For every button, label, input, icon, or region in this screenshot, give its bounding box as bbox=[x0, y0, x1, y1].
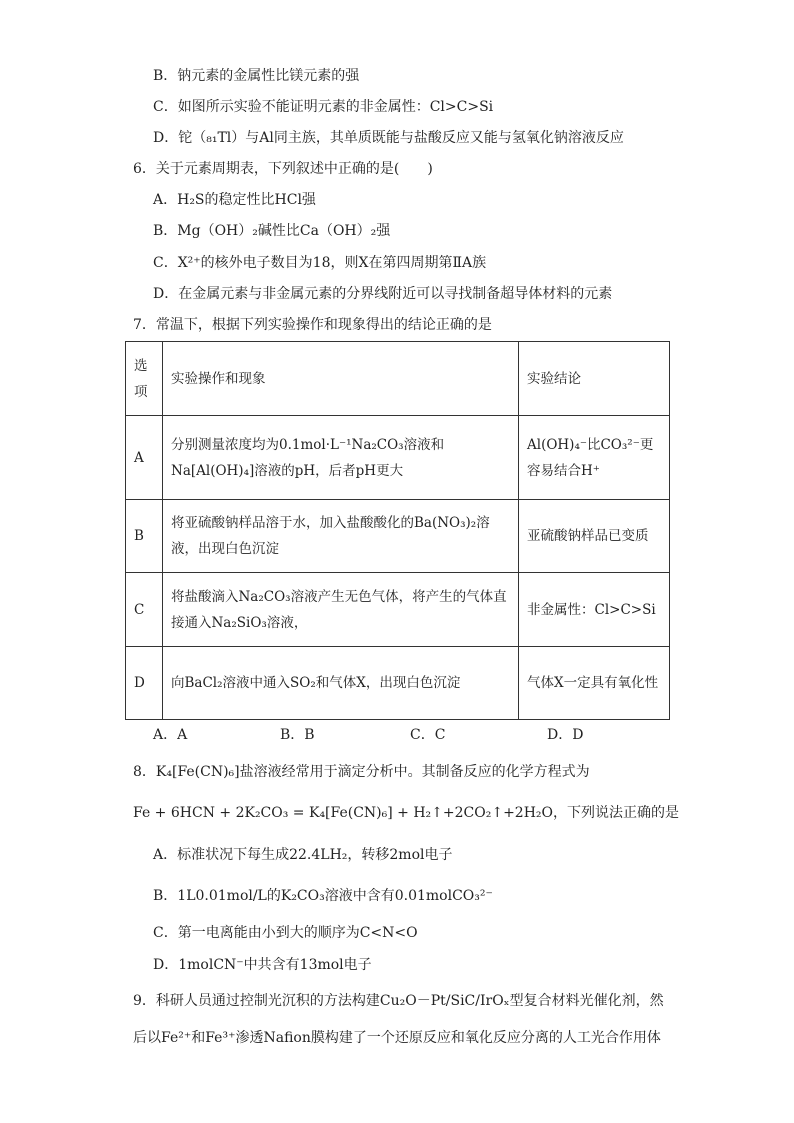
question-6-stem: 6．关于元素周期表，下列叙述中正确的是( ) bbox=[133, 161, 433, 177]
question-8-equation: Fe + 6HCN + 2K₂CO₃ = K₄[Fe(CN)₆] + H₂↑+2CO₂↑+2H₂O，下列说法正确的是 bbox=[133, 805, 679, 821]
header-option: 选项 bbox=[126, 342, 163, 416]
q8-option-a: A．标准状况下每生成22.4LH₂，转移2mol电子 bbox=[153, 847, 453, 863]
q7-answer-options bbox=[153, 725, 653, 745]
q6-option-c: C．X²⁺的核外电子数目为18，则X在第四周期第ⅡA族 bbox=[153, 255, 487, 271]
table-header-row bbox=[126, 342, 670, 416]
header-conclusion: 实验结论 bbox=[519, 342, 670, 416]
question-8-stem: 8．K₄[Fe(CN)₆]盐溶液经常用于滴定分析中。其制备反应的化学方程式为 bbox=[133, 764, 590, 780]
row-operation: 分别测量浓度均为0.1mol·L⁻¹Na₂CO₃溶液和Na[Al(OH)₄]溶液的pH，后者pH更大 bbox=[163, 416, 519, 500]
table-row bbox=[126, 416, 670, 500]
row-option: A bbox=[126, 416, 163, 500]
q7-answer-c: C．C bbox=[410, 727, 446, 743]
row-operation: 向BaCl₂溶液中通入SO₂和气体X，出现白色沉淀 bbox=[163, 647, 519, 720]
q6-option-b: B．Mg（OH）₂碱性比Ca（OH）₂强 bbox=[153, 223, 391, 239]
q6-option-d: D．在金属元素与非金属元素的分界线附近可以寻找制备超导体材料的元素 bbox=[153, 286, 613, 302]
q8-option-d: D．1molCN⁻中共含有13mol电子 bbox=[153, 957, 372, 973]
row-option: D bbox=[126, 647, 163, 720]
table-row bbox=[126, 573, 670, 647]
q7-answer-b: B．B bbox=[280, 727, 315, 743]
option-d-prev: D．铊（₈₁Tl）与Al同主族，其单质既能与盐酸反应又能与氢氧化钠溶液反应 bbox=[153, 130, 624, 146]
row-operation: 将盐酸滴入Na₂CO₃溶液产生无色气体，将产生的气体直接通入Na₂SiO₃溶液， bbox=[163, 573, 519, 647]
row-conclusion: 亚硫酸钠样品已变质 bbox=[519, 500, 670, 573]
row-conclusion: 非金属性：Cl>C>Si bbox=[519, 573, 670, 647]
row-option: C bbox=[126, 573, 163, 647]
question-9-line-2: 后以Fe²⁺和Fe³⁺渗透Nafion膜构建了一个还原反应和氧化反应分离的人工光合作用体 bbox=[133, 1030, 661, 1046]
question-7-stem: 7．常温下，根据下列实验操作和现象得出的结论正确的是 bbox=[133, 317, 492, 333]
q7-answer-a: A．A bbox=[153, 727, 188, 743]
q8-option-c: C．第一电离能由小到大的顺序为C<N<O bbox=[153, 925, 418, 941]
row-option: B bbox=[126, 500, 163, 573]
q6-option-a: A．H₂S的稳定性比HCl强 bbox=[153, 192, 316, 208]
experiment-table bbox=[125, 341, 670, 720]
q8-option-b: B．1L0.01mol/L的K₂CO₃溶液中含有0.01molCO₃²⁻ bbox=[153, 888, 493, 904]
header-operation: 实验操作和现象 bbox=[163, 342, 519, 416]
table-row bbox=[126, 500, 670, 573]
row-conclusion: Al(OH)₄⁻比CO₃²⁻更容易结合H⁺ bbox=[519, 416, 670, 500]
option-b-prev: B．钠元素的金属性比镁元素的强 bbox=[153, 68, 360, 84]
table-row bbox=[126, 647, 670, 720]
q7-answer-d: D．D bbox=[547, 727, 584, 743]
row-operation: 将亚硫酸钠样品溶于水，加入盐酸酸化的Ba(NO₃)₂溶液，出现白色沉淀 bbox=[163, 500, 519, 573]
option-c-prev: C．如图所示实验不能证明元素的非金属性：Cl>C>Si bbox=[153, 99, 494, 115]
row-conclusion: 气体X一定具有氧化性 bbox=[519, 647, 670, 720]
question-9-line-1: 9．科研人员通过控制光沉积的方法构建Cu₂O－Pt/SiC/IrOₓ型复合材料光催化剂，然 bbox=[133, 993, 664, 1009]
